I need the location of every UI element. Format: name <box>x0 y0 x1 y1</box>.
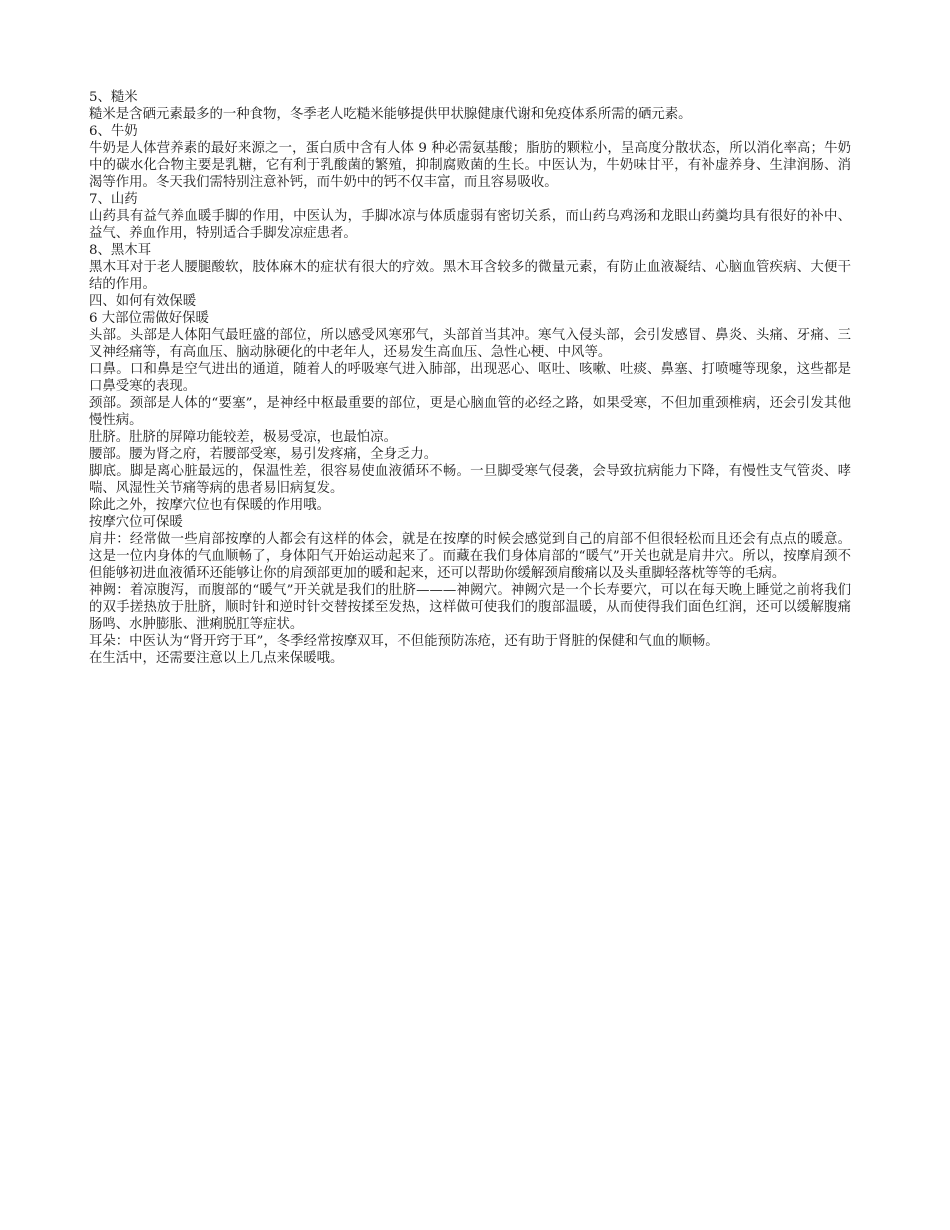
section-heading-keep-warm: 四、如何有效保暖 <box>89 294 197 309</box>
paragraph-neck: 颈部。颈部是人体的“要塞”，是神经中枢最重要的部位，更是心脑血管的必经之路，如果受寒，不但加重颈椎病，还会引发其他慢性病。 <box>89 396 851 428</box>
paragraph-ears: 耳朵：中医认为“肾开窍于耳”，冬季经常按摩双耳，不但能预防冻疮，还有助于肾脏的保健和气血的顺畅。 <box>89 634 719 649</box>
paragraph-yam: 山药具有益气养血暖手脚的作用，中医认为，手脚冰凉与体质虚弱有密切关系，而山药乌鸡汤和龙眼山药羹均具有很好的补中、益气、养血作用，特别适合手脚发凉症患者。 <box>89 209 851 241</box>
paragraph-shenque: 神阙：着凉腹泻，而腹部的“暖气”开关就是我们的肚脐———神阙穴。神阙穴是一个长寿要穴，可以在每天晚上睡觉之前将我们的双手搓热放于肚脐，顺时针和逆时针交替按揉至发热，这样做可使我们的腹部温暖，从而使得我们面色红润，还可以缓解腹痛肠鸣、水肿膨胀、泄痢脱肛等症状。 <box>89 583 851 632</box>
paragraph-navel: 肚脐。肚脐的屏障功能较差，极易受凉，也最怕凉。 <box>89 430 397 445</box>
heading-yam: 7、山药 <box>89 192 138 207</box>
paragraph-black-fungus: 黑木耳对于老人腰腿酸软，肢体麻木的症状有很大的疗效。黑木耳含较多的微量元素，有防止血液凝结、心脑血管疾病、大便干结的作用。 <box>89 260 851 292</box>
subheading-six-body-parts: 6 大部位需做好保暖 <box>89 311 209 326</box>
subheading-massage-acupoints: 按摩穴位可保暖 <box>89 515 183 530</box>
paragraph-milk: 牛奶是人体营养素的最好来源之一，蛋白质中含有人体 9 种必需氨基酸；脂肪的颗粒小，呈高度分散状态，所以消化率高；牛奶中的碳水化合物主要是乳糖，它有利于乳酸菌的繁殖，抑制腐败菌的生长。中医认为，牛奶味甘平，有补虚养身、生津润肠、消渴等作用。冬天我们需特别注意补钙，而牛奶中的钙不仅丰富，而且容易吸收。 <box>89 141 851 190</box>
paragraph-feet: 脚底。脚是离心脏最远的，保温性差，很容易使血液循环不畅。一旦脚受寒气侵袭，会导致抗病能力下降，有慢性支气管炎、哮喘、风湿性关节痛等病的患者易旧病复发。 <box>89 464 851 496</box>
paragraph-waist: 腰部。腰为肾之府，若腰部受寒，易引发疼痛，全身乏力。 <box>89 447 438 462</box>
paragraph-jianjing: 肩井：经常做一些肩部按摩的人都会有这样的体会，就是在按摩的时候会感觉到自己的肩部不但很轻松而且还会有点点的暖意。这是一位内身体的气血顺畅了，身体阳气开始运动起来了。而藏在我们身体肩部的“暖气”开关也就是肩井穴。所以，按摩肩颈不但能够初进血液循环还能够让你的肩颈部更加的暖和起来，还可以帮助你缓解颈肩酸痛以及头重脚轻落枕等等的毛病。 <box>89 532 851 581</box>
paragraph-mouth-nose: 口鼻。口和鼻是空气进出的通道，随着人的呼吸寒气进入肺部，出现恶心、呕吐、咳嗽、吐痰、鼻塞、打喷嚏等现象，这些都是口鼻受寒的表现。 <box>89 362 851 394</box>
paragraph-acupoint-intro: 除此之外，按摩穴位也有保暖的作用哦。 <box>89 498 331 513</box>
paragraph-brown-rice: 糙米是含硒元素最多的一种食物，冬季老人吃糙米能够提供甲状腺健康代谢和免疫体系所需的硒元素。 <box>89 107 692 122</box>
heading-black-fungus: 8、黑木耳 <box>89 243 152 258</box>
paragraph-head: 头部。头部是人体阳气最旺盛的部位，所以感受风寒邪气，头部首当其冲。寒气入侵头部，会引发感冒、鼻炎、头痛、牙痛、三叉神经痛等，有高血压、脑动脉硬化的中老年人，还易发生高血压、急性心梗、中风等。 <box>89 328 851 360</box>
heading-brown-rice: 5、糙米 <box>89 90 138 105</box>
paragraph-conclusion: 在生活中，还需要注意以上几点来保暖哦。 <box>89 651 344 666</box>
document-body <box>89 89 851 667</box>
heading-milk: 6、牛奶 <box>89 124 138 139</box>
